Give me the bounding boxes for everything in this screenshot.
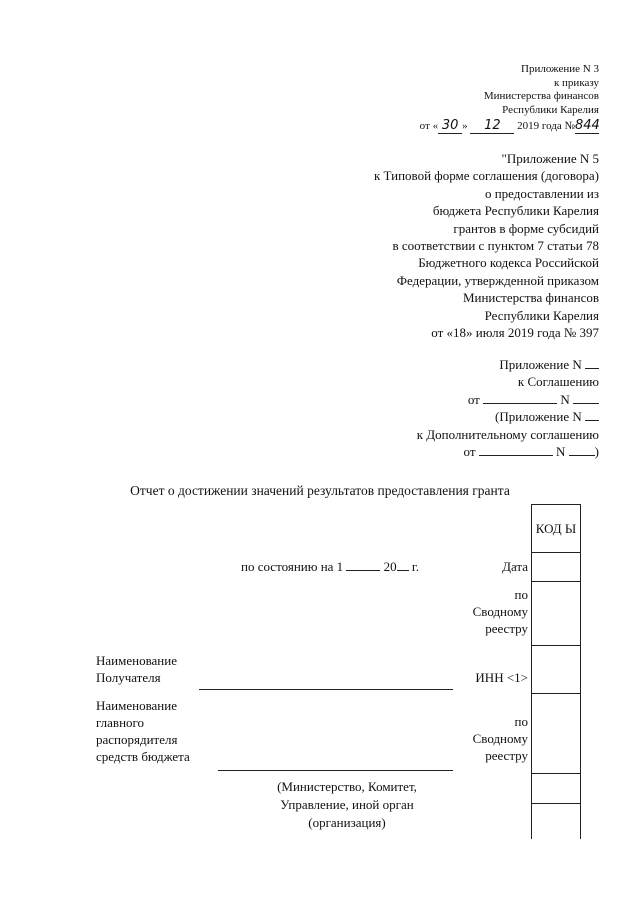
- recipient-line: Наименование: [96, 653, 177, 668]
- code-cell-svodny-gr[interactable]: [532, 693, 580, 773]
- agreement-date-line: [417, 391, 599, 408]
- recipient-input-line[interactable]: [199, 689, 453, 690]
- ministry-note-line: Управление, иной орган: [280, 797, 414, 812]
- svodny-line: Сводному: [472, 604, 528, 619]
- agreement-date-blank: [483, 403, 557, 404]
- status-suffix: г.: [411, 559, 420, 574]
- inn-label: ИНН <1>: [475, 670, 528, 685]
- gr-input-line[interactable]: [218, 770, 453, 771]
- annex5-line: к Типовой форме соглашения (договора): [373, 168, 599, 184]
- annex3-date-mid: »: [462, 120, 468, 132]
- annex3-number: 844: [575, 118, 600, 133]
- svodny-label: [473, 586, 528, 637]
- annex3-date-line: [420, 119, 599, 134]
- additional-date-line: [417, 443, 599, 460]
- annex5-line: Республики Карелия: [484, 307, 599, 323]
- code-cell-inn[interactable]: [532, 645, 580, 693]
- agreement-annex-block: [417, 356, 599, 460]
- recipient-label: [96, 652, 177, 686]
- annex3-line: Приложение N 3: [521, 63, 599, 75]
- annex5-line: "Приложение N 5: [501, 151, 599, 166]
- additional-number-blank: [569, 455, 595, 456]
- svodny-line: по: [514, 714, 528, 729]
- annex3-line: к приказу: [553, 76, 599, 89]
- agreement-from-label: от: [467, 391, 480, 407]
- annex3-line: Республики Карелия: [502, 103, 599, 116]
- annex3-year-text: 2019 года №: [517, 120, 575, 132]
- svodny-gr-label: [473, 713, 528, 764]
- close-paren: ): [594, 444, 599, 460]
- agreement-annex-number-blank: [585, 368, 599, 369]
- code-cell-extra2[interactable]: [532, 803, 580, 839]
- additional-from-label: от: [463, 444, 476, 460]
- agreement-n-label: N: [560, 391, 570, 407]
- annex3-date-prefix: от «: [419, 120, 439, 132]
- annex3-line: Министерства финансов: [483, 90, 599, 102]
- report-title: Отчет о достижении значений результатов предоставления гранта: [130, 483, 510, 498]
- svodny-line: реестру: [485, 748, 528, 763]
- annex5-line: о предоставлении из: [484, 185, 599, 201]
- codes-table: [531, 504, 581, 839]
- code-cell-svodny[interactable]: [532, 581, 580, 645]
- additional-date-blank: [479, 455, 553, 456]
- gr-label: [96, 697, 190, 765]
- svodny-line: Сводному: [472, 731, 528, 746]
- status-year-blank: [397, 570, 409, 571]
- agreement-number-blank: [573, 403, 599, 404]
- additional-annex-line: [417, 408, 599, 425]
- svodny-line: реестру: [485, 621, 528, 636]
- annex5-line: Федерации, утвержденной приказом: [396, 272, 599, 288]
- annex3-header: [420, 63, 599, 134]
- annex5-line: бюджета Республики Карелия: [432, 203, 599, 219]
- ministry-note-line: (организация): [308, 815, 386, 830]
- svodny-line: по: [514, 587, 528, 602]
- annex3-day: 30: [438, 119, 462, 134]
- annex5-line: в соответствии с пунктом 7 статьи 78: [392, 238, 599, 254]
- additional-to-label: к Дополнительному соглашению: [416, 426, 599, 442]
- code-cell-extra[interactable]: [532, 773, 580, 803]
- recipient-line: Получателя: [96, 670, 161, 685]
- codes-header: КОД Ы: [532, 504, 580, 552]
- code-cell-date[interactable]: [532, 552, 580, 581]
- additional-annex-number-blank: [585, 420, 599, 421]
- annex5-line: Бюджетного кодекса Российской: [418, 255, 599, 271]
- status-year: 20: [383, 559, 397, 574]
- gr-line: главного: [96, 715, 145, 730]
- annex5-line: грантов в форме субсидий: [453, 220, 599, 236]
- status-day-blank: [346, 570, 380, 571]
- additional-annex-label: (Приложение N: [495, 409, 582, 425]
- date-label: Дата: [502, 559, 528, 574]
- ministry-note: [247, 778, 447, 832]
- status-line: [241, 558, 419, 575]
- annex5-line: Министерства финансов: [462, 290, 599, 306]
- status-prefix: по состоянию на 1: [241, 559, 344, 574]
- agreement-annex-line: [417, 356, 599, 373]
- gr-line: средств бюджета: [96, 749, 190, 764]
- ministry-note-line: (Министерство, Комитет,: [277, 779, 417, 794]
- annex3-month: 12: [470, 119, 514, 134]
- agreement-to-label: к Соглашению: [517, 374, 599, 390]
- agreement-annex-label: Приложение N: [499, 357, 582, 372]
- gr-line: распорядителя: [96, 732, 178, 747]
- additional-n-label: N: [556, 444, 566, 460]
- gr-line: Наименование: [96, 698, 177, 713]
- annex5-header: [374, 150, 599, 341]
- annex5-line: от «18» июля 2019 года № 397: [431, 325, 599, 341]
